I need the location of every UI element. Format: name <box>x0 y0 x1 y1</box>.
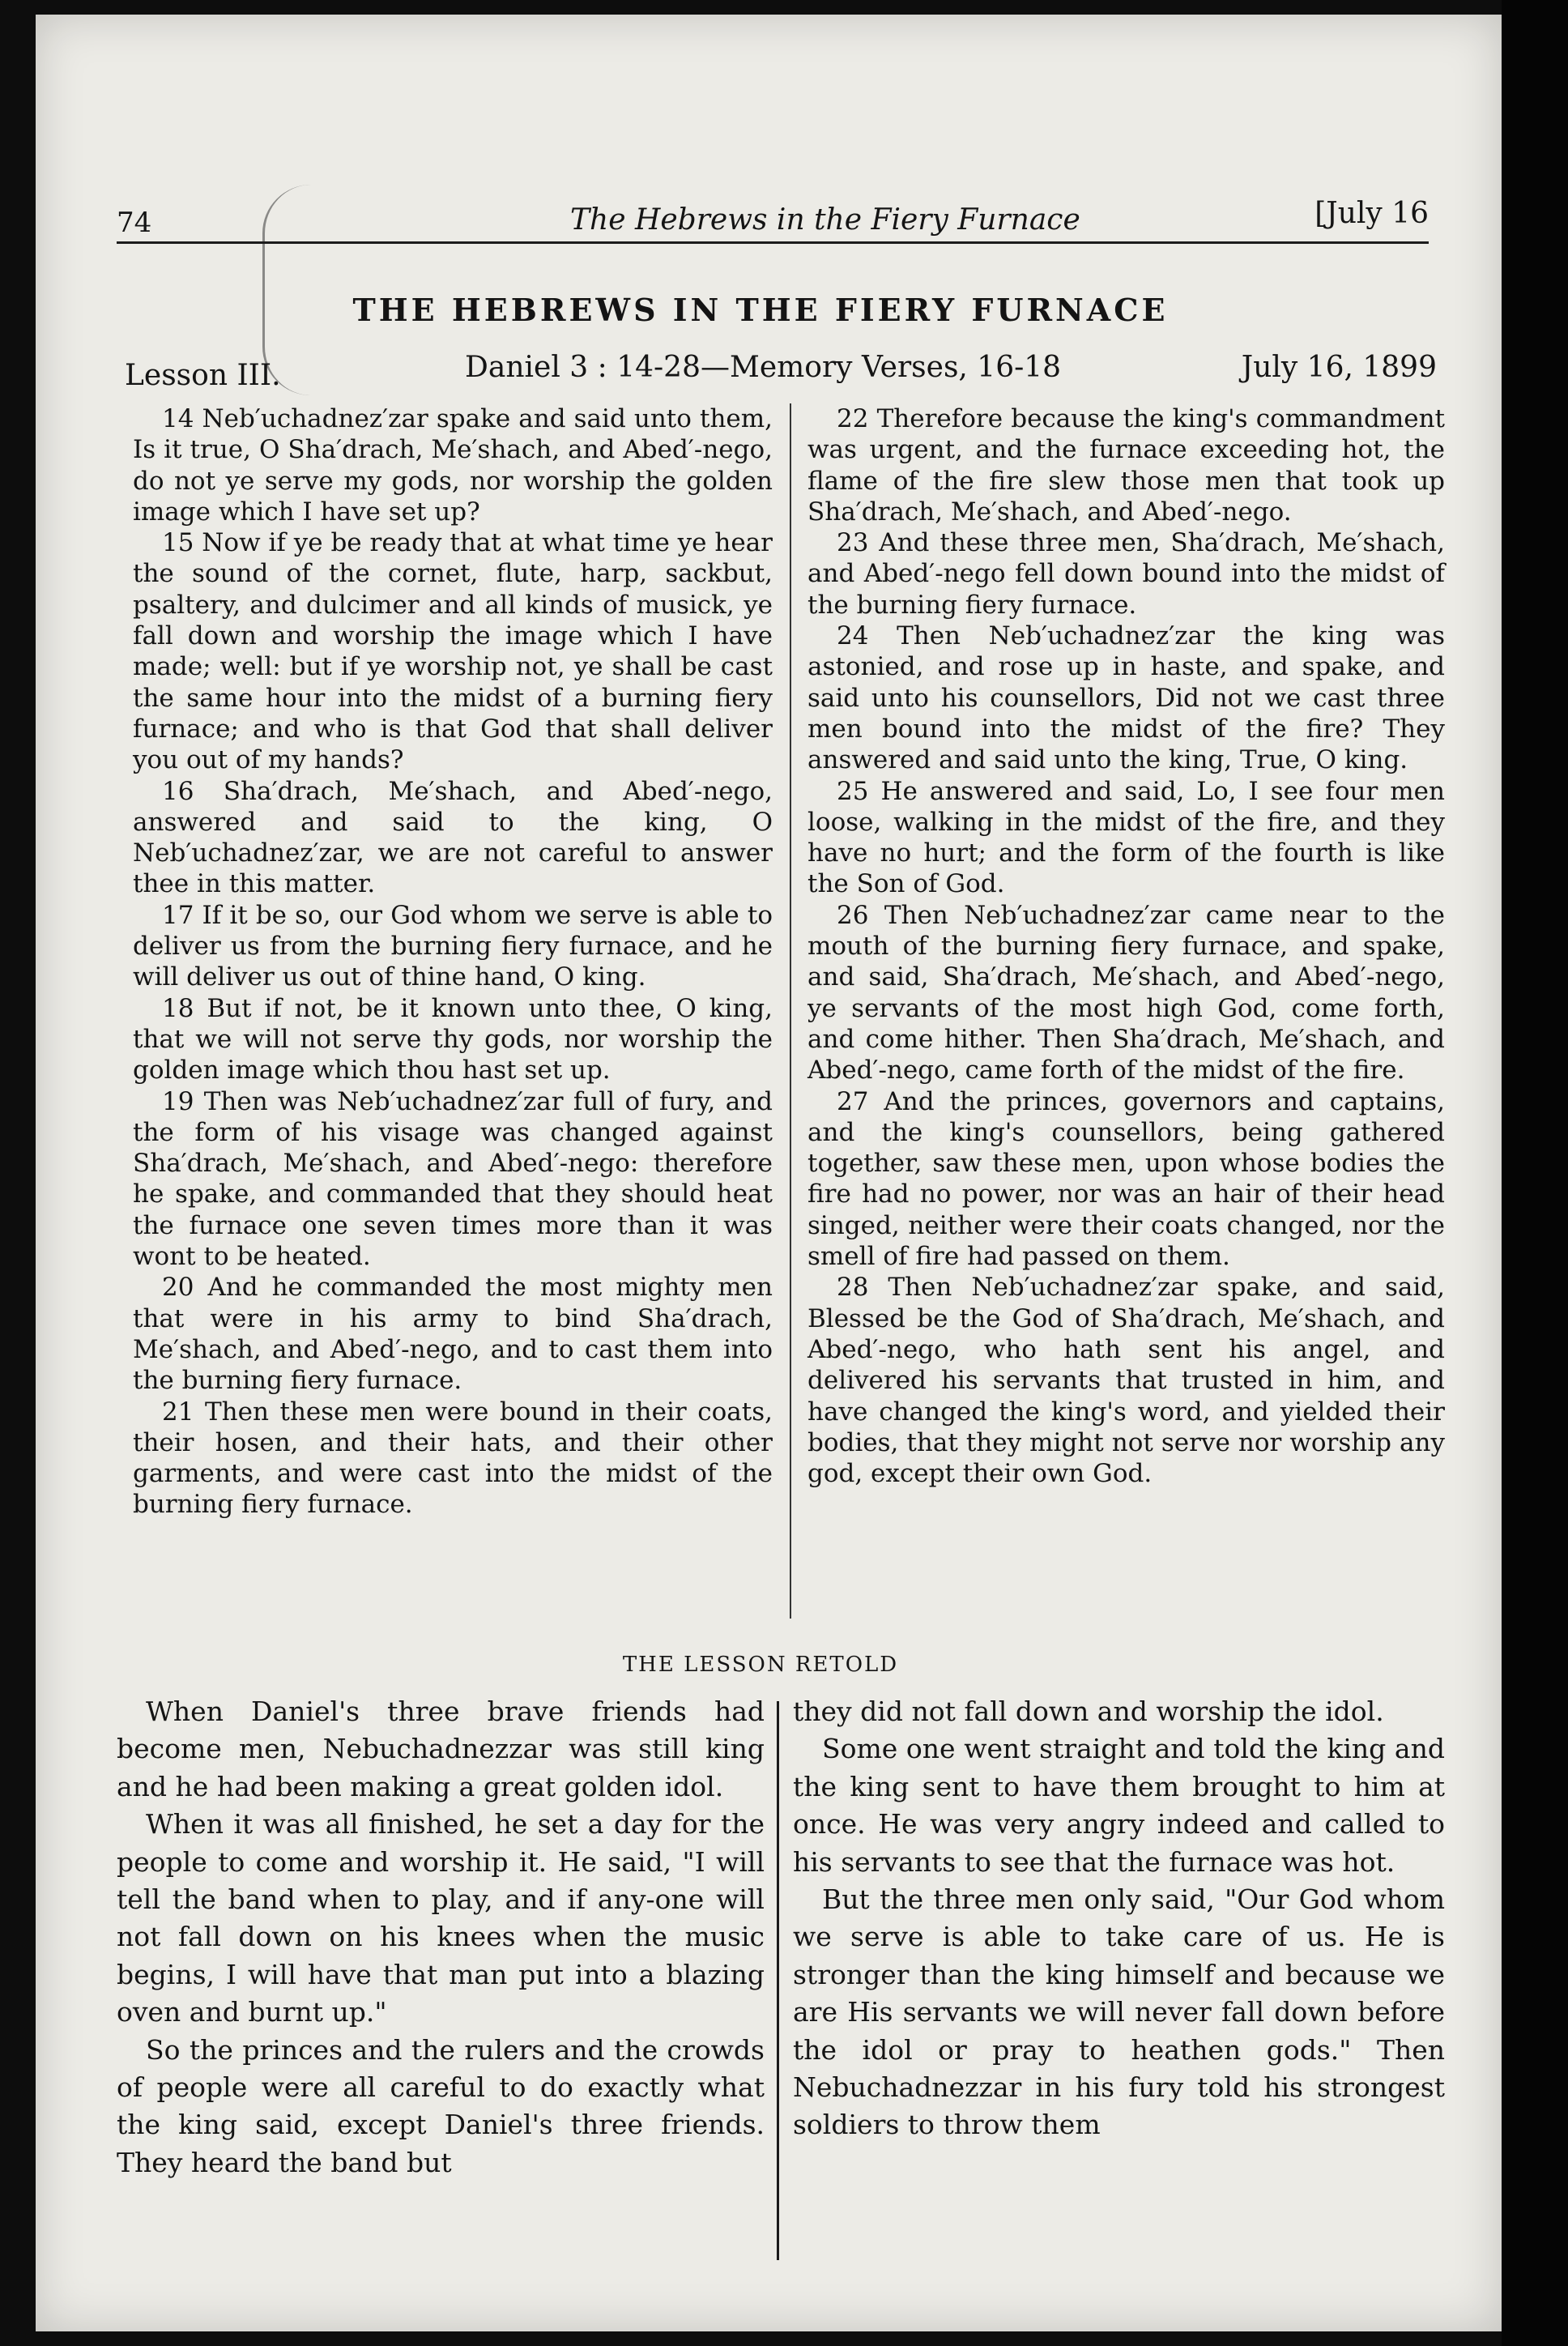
retold-paragraph: When it was all finished, he set a day for the people to come and worship it. He said, "I will tell the band when to play, and if any-one will not fall down on his knees when the music begins, I will have that man put into a blazing oven and burnt up." <box>117 1808 765 2028</box>
verse-16: 16 Sha′drach, Me′shach, and Abed′-nego, answered and said to the king, O Neb′uchadnez′zar, we are not careful to answer thee in this matter. <box>133 776 773 899</box>
verse-19: 19 Then was Neb′uchadnez′zar full of fury, and the form of his visage was changed against Sha′drach, Me′shach, and Abed′-nego: therefore he spake, and commanded that they should heat the furnace one seven times more than it was wont to be heated. <box>133 1086 773 1272</box>
retold-paragraph: Some one went straight and told the king and the king sent to have them brought to him at once. He was very angry indeed and called to his servants to see that the furnace was hot. <box>793 1733 1445 1878</box>
running-head <box>117 197 1429 245</box>
scripture-right-column <box>807 403 1445 1489</box>
scripture-reference: Daniel 3 : 14-28—Memory Verses, 16-18 <box>465 351 1062 384</box>
lesson-number: Lesson III. <box>125 359 281 392</box>
verse-28: 28 Then Neb′uchadnez′zar spake, and said, Blessed be the God of Sha′drach, Me′shach, and Abed′-nego, who hath sent his angel, and delivered his servants that trusted in him, and have changed the king's word, and yielded their bodies, that they might not serve nor worship any god, except their own God. <box>807 1273 1445 1489</box>
retold-paragraph: When Daniel's three brave friends had become men, Nebuchadnezzar was still king and he had been making a great golden idol. <box>117 1696 765 1802</box>
retold-columns <box>117 1693 1445 2276</box>
verse-24: 24 Then Neb′uchadnez′zar the king was astonied, and rose up in haste, and spake, and said unto his counsellors, Did not we cast three men bound into the midst of the fire? They answered and said unto the king, True, O king. <box>807 621 1445 775</box>
retold-heading: THE LESSON RETOLD <box>622 1653 899 1677</box>
running-title: The Hebrews in the Fiery Furnace <box>570 203 1080 237</box>
verse-14: 14 Neb′uchadnez′zar spake and said unto them, Is it true, O Sha′drach, Me′shach, and Abed′-nego, do not ye serve my gods, nor worship the golden image which I have set up? <box>133 404 773 527</box>
retold-left-column <box>117 1693 765 2182</box>
page-number: 74 <box>117 207 152 239</box>
retold-paragraph: So the princes and the rulers and the crowds of people were all careful to do exactly what the king said, except Daniel's three friends. They heard the band but <box>117 2033 765 2178</box>
lesson-title: THE HEBREWS IN THE FIERY FURNACE <box>352 292 1169 328</box>
book-page <box>36 15 1502 2331</box>
verse-21: 21 Then these men were bound in their coats, their hosen, and their hats, and their other garments, and were cast into the midst of the burning fiery furnace. <box>133 1397 773 1520</box>
verse-18: 18 But if not, be it known unto thee, O king, that we will not serve thy gods, nor worship the golden image which thou hast set up. <box>133 993 773 1086</box>
scripture-left-column <box>133 403 773 1521</box>
verse-20: 20 And he commanded the most mighty men that were in his army to bind Sha′drach, Me′shach, and Abed′-nego, and to cast them into the burning fiery furnace. <box>133 1273 773 1396</box>
verse-17: 17 If it be so, our God whom we serve is able to deliver us from the burning fiery furnace, and he will deliver us out of thine hand, O king. <box>133 900 773 992</box>
column-divider <box>790 403 791 1619</box>
retold-paragraph: But the three men only said, "Our God whom we serve is able to take care of us. He is stronger than the king himself and because we are His servants we will never fall down before the idol or pray to heathen gods." Then Nebuchadnezzar in his fury told his strongest soldiers to throw them <box>793 1883 1445 2141</box>
scan-border <box>1502 0 1568 2346</box>
retold-paragraph-continuation: they did not fall down and worship the idol. <box>793 1696 1384 1727</box>
retold-right-column <box>793 1693 1445 2144</box>
scripture-columns <box>133 403 1445 1635</box>
verse-15: 15 Now if ye be ready that at what time ye hear the sound of the cornet, flute, harp, sackbut, psaltery, and dulcimer and all kinds of musick, ye fall down and worship the image which I have made; well: but if ye worship not, ye shall be cast the same hour into the midst of a burning fiery furnace; and who is that God that shall deliver you out of my hands? <box>133 528 773 775</box>
verse-23: 23 And these three men, Sha′drach, Me′shach, and Abed′-nego fell down bound into the midst of the burning fiery furnace. <box>807 528 1445 620</box>
header-rule <box>117 241 1429 244</box>
verse-26: 26 Then Neb′uchadnez′zar came near to the mouth of the burning fiery furnace, and spake, and said, Sha′drach, Me′shach, and Abed′-nego, ye servants of the most high God, come forth, and come hither. Then Sha′drach, Me′shach, and Abed′-nego, came forth of the midst of the fire. <box>807 900 1445 1086</box>
verse-25: 25 He answered and said, Lo, I see four men loose, walking in the midst of the fire, and they have no hurt; and the form of the fourth is like the Son of God. <box>807 776 1445 899</box>
verse-22: 22 Therefore because the king's commandment was urgent, and the furnace exceeding hot, the flame of the fire slew those men that took up Sha′drach, Me′shach, and Abed′-nego. <box>807 404 1445 527</box>
verse-27: 27 And the princes, governors and captains, and the king's counsellors, being gathered together, saw these men, upon whose bodies the fire had no power, nor was an hair of their head singed, neither were their coats changed, nor the smell of fire had passed on them. <box>807 1086 1445 1272</box>
lesson-date: July 16, 1899 <box>1241 351 1437 384</box>
running-date: [July 16 <box>1314 197 1429 230</box>
lesson-meta <box>125 351 1437 391</box>
retold-column-divider <box>777 1701 779 2260</box>
